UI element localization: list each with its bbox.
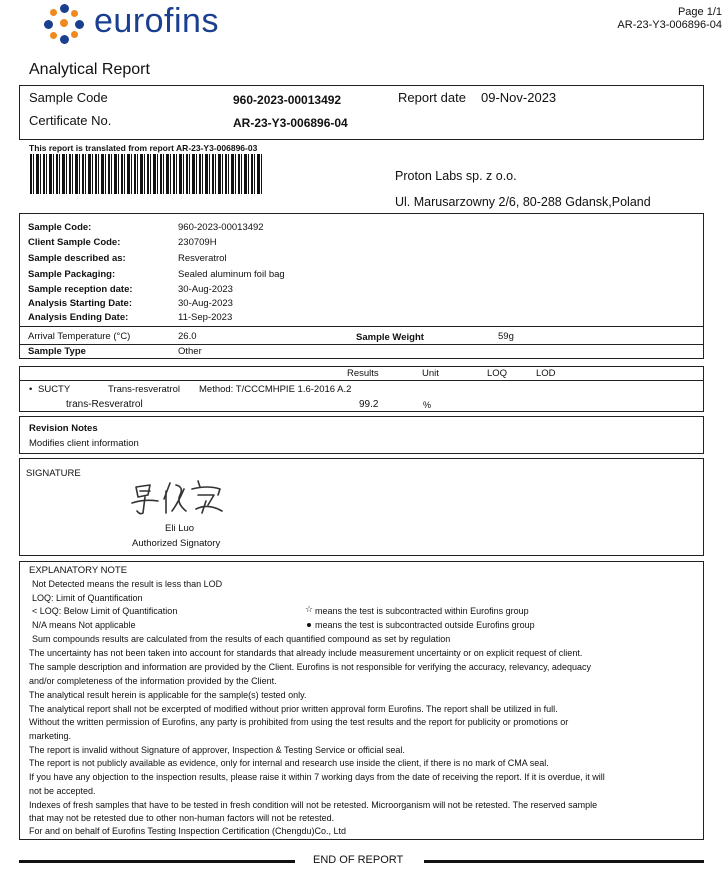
- sample-described-label: Sample described as:: [28, 253, 126, 264]
- note-line: If you have any objection to the inspection results, please raise it within 7 working days from the date of receiving the report. If it is overdue, it will: [29, 772, 605, 782]
- results-box: [19, 366, 704, 412]
- divider: [20, 344, 703, 345]
- client-sample-code-label: Client Sample Code:: [28, 237, 121, 248]
- sample-type-label: Sample Type: [28, 346, 86, 357]
- test-method: Method: T/CCCMHPIE 1.6-2016 A.2: [199, 384, 352, 395]
- sample-code-label: Sample Code: [29, 90, 108, 105]
- logo-wordmark: eurofins: [94, 2, 219, 40]
- note-line: For and on behalf of Eurofins Testing Inspection Certification (Chengdu)Co., Ltd: [29, 826, 347, 836]
- test-name: Trans-resveratrol: [108, 384, 180, 395]
- revision-title: Revision Notes: [29, 423, 98, 434]
- revision-text: Modifies client information: [29, 438, 139, 449]
- footer-rule-left: [19, 860, 295, 863]
- signature-title: SIGNATURE: [26, 468, 81, 479]
- analysis-end-label: Analysis Ending Date:: [28, 312, 129, 323]
- arrival-temp-label: Arrival Temperature (°C): [28, 331, 131, 342]
- col-loq: LOQ: [487, 368, 508, 379]
- note-line: that may not be retested due to other non-human factors will not be retested.: [29, 813, 335, 823]
- report-id-box: [19, 85, 704, 140]
- sample-code-value: 960-2023-00013492: [233, 93, 342, 107]
- star-icon: ☆: [305, 604, 314, 614]
- test-code: SUCTY: [38, 384, 71, 395]
- arrival-temp-value: 26.0: [178, 331, 197, 342]
- revision-notes-box: [19, 416, 704, 454]
- col-lod: LOD: [536, 368, 556, 379]
- result-value: 99.2: [359, 399, 379, 410]
- note-line: The uncertainty has not been taken into account for standards that already include measurement uncertainty or on explicit request of client.: [29, 648, 583, 658]
- analysis-end-value: 11-Sep-2023: [178, 312, 233, 323]
- note-line: N/A means Not applicable: [32, 620, 136, 630]
- analyte-name: trans-Resveratrol: [66, 399, 143, 410]
- bullet-icon: •: [29, 384, 33, 395]
- analysis-start-label: Analysis Starting Date:: [28, 298, 132, 309]
- sample-packaging-label: Sample Packaging:: [28, 269, 116, 280]
- note-line: Not Detected means the result is less than LOD: [32, 579, 223, 589]
- explanatory-note-box: [19, 561, 704, 840]
- document-id: AR-23-Y3-006896-04: [617, 19, 722, 31]
- eurofins-logo: [44, 2, 254, 46]
- footer-rule-right: [424, 860, 704, 863]
- report-date-value: 09-Nov-2023: [481, 90, 557, 105]
- note-line: The analytical report shall not be excerpted of modified without prior written approval form Eurofins. The report shall be utilized in full.: [29, 704, 558, 714]
- note-line: and/or completeness of the information provided by the Client.: [29, 676, 277, 686]
- explanatory-title: EXPLANATORY NOTE: [29, 565, 128, 576]
- note-line: Indexes of fresh samples that have to be tested in fresh condition will not be retested. Microorganism will not be retested. The reserved sample: [29, 800, 598, 810]
- results-header-rule: [20, 380, 703, 381]
- dot-note: means the test is subcontracted outside Eurofins group: [315, 620, 535, 630]
- signatory-role: Authorized Signatory: [132, 538, 221, 549]
- divider: [20, 326, 703, 327]
- note-line: Without the written permission of Eurofins, any party is prohibited from using the test results and the report for publicity or promotions or: [29, 717, 569, 727]
- analysis-start-value: 30-Aug-2023: [178, 298, 233, 309]
- sample-code-field-value: 960-2023-00013492: [178, 222, 264, 233]
- certificate-label: Certificate No.: [29, 113, 112, 128]
- sample-weight-label: Sample Weight: [356, 332, 424, 343]
- note-line: Sum compounds results are calculated from the results of each quantified compound as set by regulation: [32, 634, 451, 644]
- client-name: Proton Labs sp. z o.o.: [395, 169, 517, 183]
- sample-reception-value: 30-Aug-2023: [178, 284, 233, 295]
- col-unit: Unit: [422, 368, 439, 379]
- sample-type-value: Other: [178, 346, 202, 357]
- note-line: The report is not publicly available as evidence, only for internal and research use inside the client, if there is no mark of CMA seal.: [29, 758, 549, 768]
- note-line: The sample description and information are provided by the Client. Eurofins is not responsible for verifying the accuracy, relevancy, adequacy: [29, 662, 591, 672]
- sample-reception-label: Sample reception date:: [28, 284, 133, 295]
- col-results: Results: [347, 368, 379, 379]
- signature-box: [19, 458, 704, 556]
- result-unit: %: [423, 400, 432, 410]
- end-of-report: END OF REPORT: [313, 854, 404, 866]
- logo-mark-icon: [44, 4, 84, 44]
- report-title: Analytical Report: [29, 61, 150, 78]
- barcode: [30, 154, 264, 194]
- sample-weight-value: 59g: [498, 331, 514, 342]
- report-date-label: Report date: [398, 90, 466, 105]
- star-note: means the test is subcontracted within Eurofins group: [315, 606, 529, 616]
- sample-code-field-label: Sample Code:: [28, 222, 92, 233]
- translation-note: This report is translated from report AR-23-Y3-006896-03: [29, 143, 258, 153]
- sample-described-value: Resveratrol: [178, 253, 227, 264]
- sample-packaging-value: Sealed aluminum foil bag: [178, 269, 285, 280]
- note-line: not be accepted.: [29, 786, 96, 796]
- certificate-value: AR-23-Y3-006896-04: [233, 116, 348, 130]
- page-number: Page 1/1: [677, 6, 722, 18]
- signatory-name: Eli Luo: [165, 523, 195, 534]
- note-line: < LOQ: Below Limit of Quantification: [32, 606, 178, 616]
- note-line: marketing.: [29, 731, 72, 741]
- note-line: LOQ: Limit of Quantification: [32, 593, 143, 603]
- note-line: The report is invalid without Signature of approver, Inspection & Testing Service or official seal.: [29, 745, 405, 755]
- note-line: The analytical result herein is applicable for the sample(s) tested only.: [29, 690, 307, 700]
- page-info: [617, 6, 722, 32]
- sample-info-box: [19, 213, 704, 359]
- client-address: Ul. Marusarzowny 2/6, 80-288 Gdansk,Poland: [395, 195, 651, 209]
- handwritten-signature-icon: [128, 473, 228, 517]
- dot-icon: [307, 623, 311, 627]
- client-sample-code-value: 230709H: [178, 237, 217, 248]
